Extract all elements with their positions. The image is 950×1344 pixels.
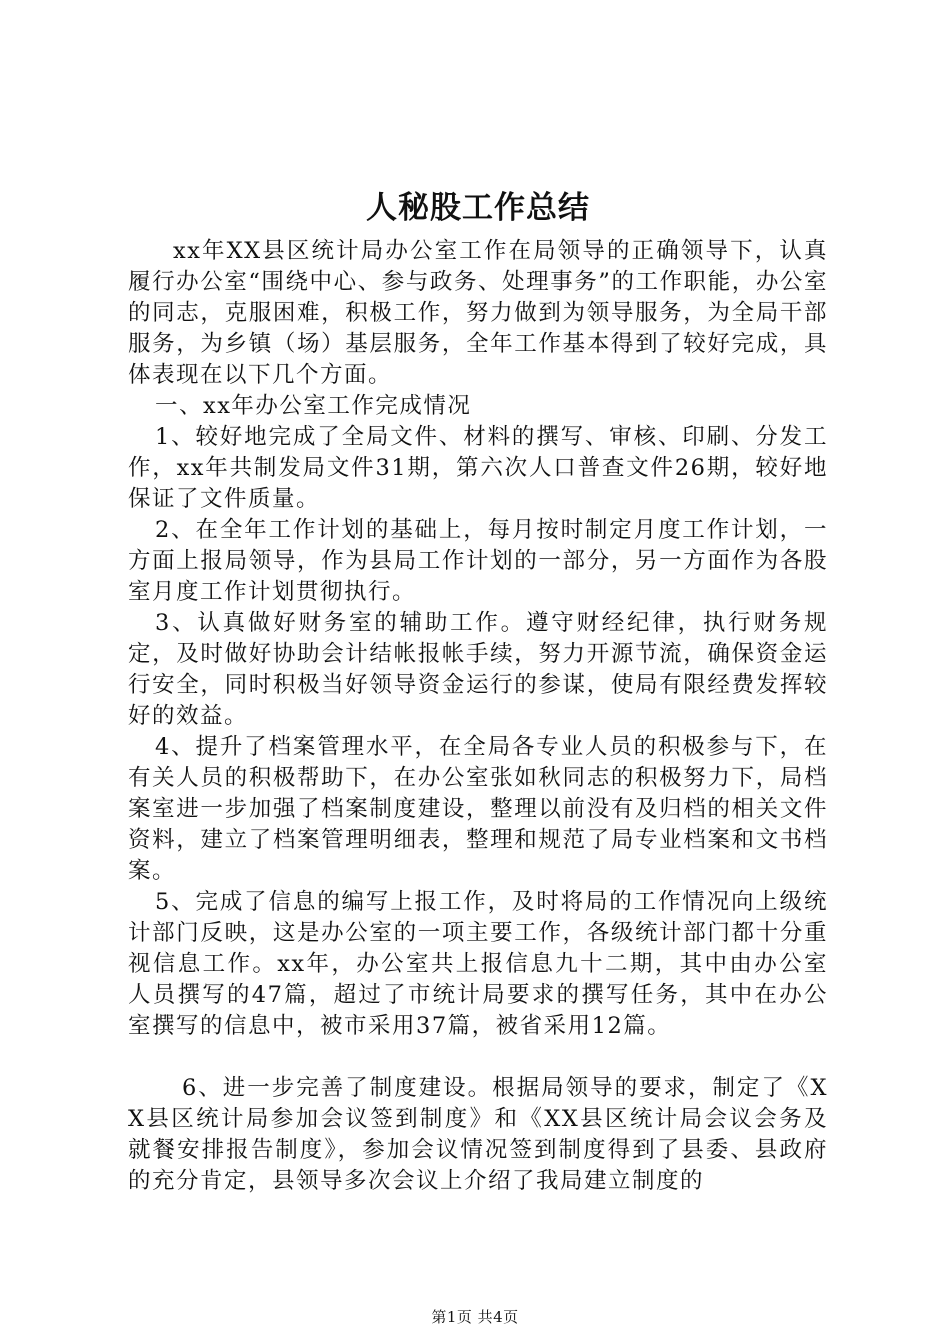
intro-paragraph: xx年XX县区统计局办公室工作在局领导的正确领导下，认真履行办公室“围绕中心、参与政务、处理事务”的工作职能，办公室的同志，克服困难，积极工作，努力做到为领导服务，为全局干部服务，为乡镇（场）基层服务，全年工作基本得到了较好完成，具体表现在以下几个方面。 bbox=[128, 238, 828, 388]
item-4-paragraph: 4、提升了档案管理水平，在全局各专业人员的积极参与下，在有关人员的积极帮助下，在办公室张如秋同志的积极努力下，局档案室进一步加强了档案制度建设，整理以前没有及归档的相关文件资料，建立了档案管理明细表，整理和规范了局专业档案和文书档案。 bbox=[128, 734, 828, 884]
section-heading: 一、xx年办公室工作完成情况 bbox=[155, 393, 472, 419]
item-6-paragraph: 6、进一步完善了制度建设。根据局领导的要求，制定了《XX县区统计局参加会议签到制度》和《XX县区统计局会议会务及就餐安排报告制度》，参加会议情况签到制度得到了县委、县政府的充分肯定，县领导多次会议上介绍了我局建立制度的 bbox=[128, 1075, 828, 1194]
item-3-paragraph: 3、认真做好财务室的辅助工作。遵守财经纪律，执行财务规定，及时做好协助会计结帐报帐手续，努力开源节流，确保资金运行安全，同时积极当好领导资金运行的参谋，使局有限经费发挥较好的效益。 bbox=[128, 610, 828, 729]
page-footer: 第1页 共4页 bbox=[431, 1308, 519, 1326]
item-5-paragraph: 5、完成了信息的编写上报工作，及时将局的工作情况向上级统计部门反映，这是办公室的一项主要工作，各级统计部门都十分重视信息工作。xx年，办公室共上报信息九十二期，其中由办公室人员撰写的47篇，超过了市统计局要求的撰写任务，其中在办公室撰写的信息中，被市采用37篇，被省采用12篇。 bbox=[128, 889, 828, 1039]
document-page bbox=[128, 180, 828, 1197]
document-title: 人秘股工作总结 bbox=[366, 190, 590, 226]
item-1-paragraph: 1、较好地完成了全局文件、材料的撰写、审核、印刷、分发工作，xx年共制发局文件31期，第六次人口普查文件26期，较好地保证了文件质量。 bbox=[128, 424, 828, 512]
item-2-paragraph: 2、在全年工作计划的基础上，每月按时制定月度工作计划，一方面上报局领导，作为县局工作计划的一部分，另一方面作为各股室月度工作计划贯彻执行。 bbox=[128, 517, 828, 605]
